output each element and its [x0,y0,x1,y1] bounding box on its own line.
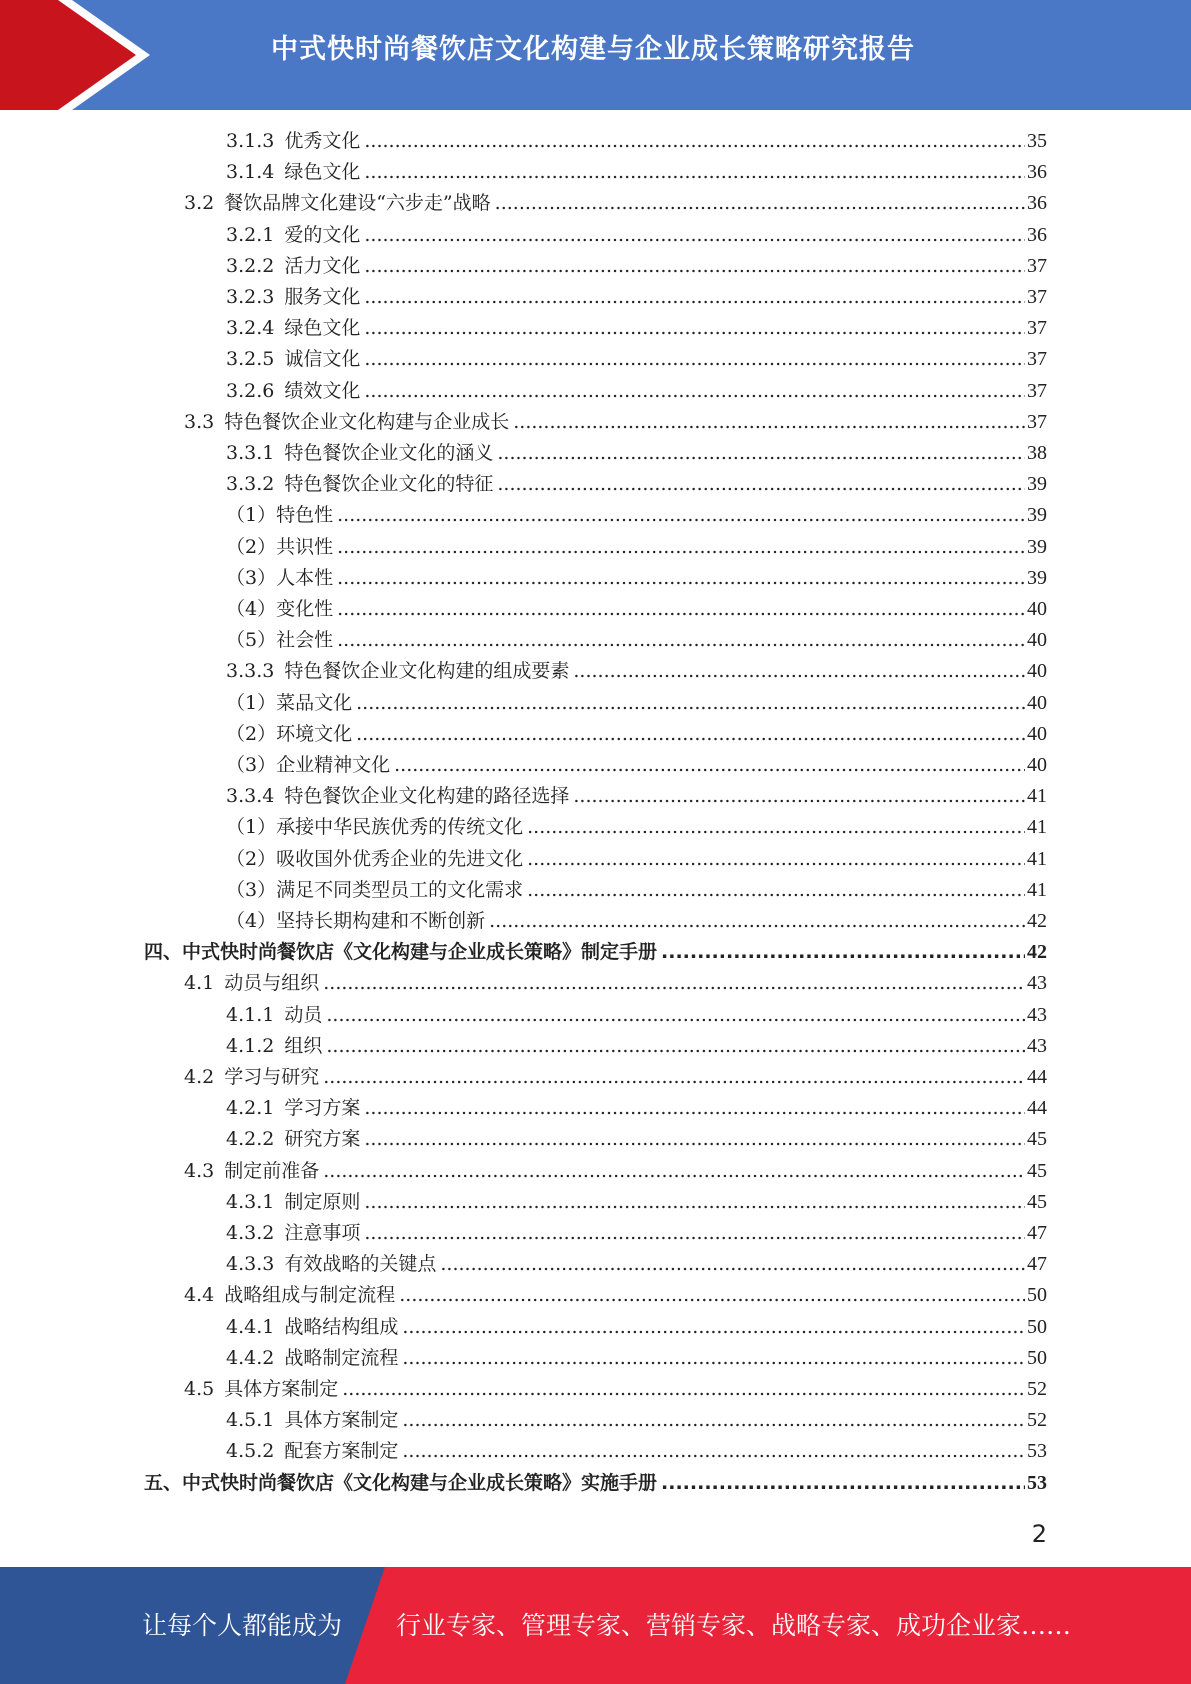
toc-entry-page: 53 [1027,1440,1047,1463]
toc-entry-page: 43 [1027,972,1047,995]
toc-entry-title: 活力文化 [284,254,361,277]
toc-entry-title: 有效战略的关键点 [284,1253,437,1276]
toc-entry-page: 37 [1027,317,1047,340]
toc-entry[interactable] [226,1405,1047,1436]
toc-entry-page: 44 [1027,1097,1047,1120]
toc-entry-page: 44 [1027,1066,1047,1088]
toc-dot-leader [513,411,1025,433]
toc-entry[interactable] [226,1093,1047,1124]
toc-entry-page: 36 [1027,161,1047,184]
toc-dot-leader [440,1253,1025,1275]
toc-dot-leader [364,224,1025,246]
toc-entry-number: 3.2.1 [226,223,275,246]
toc-entry-number: 4.2.2 [226,1128,275,1151]
toc-entry[interactable] [184,407,1047,438]
toc-entry-title: 制定原则 [284,1190,361,1213]
toc-dot-leader [394,754,1025,776]
toc-entry-number: 4.3.3 [226,1253,275,1276]
toc-entry[interactable] [226,625,1047,656]
toc-dot-leader [402,1347,1025,1369]
toc-entry[interactable] [226,688,1047,719]
toc-dot-leader [527,848,1025,870]
toc-dot-leader [573,660,1025,682]
toc-entry-title: 满足不同类型员工的文化需求 [276,878,524,901]
toc-entry-number: （3） [226,754,277,776]
toc-entry-number: 4.4.1 [226,1315,275,1338]
toc-entry-number: （1） [226,691,277,714]
toc-entry-page: 52 [1027,1378,1047,1400]
toc-entry-title: 企业精神文化 [276,754,391,776]
toc-dot-leader [337,567,1025,589]
toc-entry-title: 中式快时尚餐饮店《文化构建与企业成长策略》实施手册 [182,1471,658,1494]
toc-entry-title: 共识性 [276,535,334,558]
toc-entry[interactable] [226,812,1047,843]
toc-entry[interactable] [184,1156,1047,1187]
toc-entry-page: 40 [1027,722,1047,745]
toc-entry[interactable] [226,469,1047,500]
toc-dot-leader [527,816,1025,838]
toc-dot-leader [364,1222,1025,1244]
toc-entry-number: （2） [226,847,277,870]
toc-entry[interactable] [226,1436,1047,1467]
toc-entry[interactable] [226,1031,1047,1062]
toc-entry-number: 3.3 [184,410,215,433]
toc-entry-page: 39 [1027,566,1047,589]
toc-entry-page: 47 [1027,1253,1047,1276]
toc-entry[interactable] [226,750,1047,781]
toc-entry-title: 吸收国外优秀企业的先进文化 [276,847,524,870]
toc-entry-number: （2） [226,722,277,745]
toc-dot-leader [337,504,1025,526]
toc-entry-number: 3.3.3 [226,660,275,683]
toc-entry[interactable] [184,968,1047,999]
toc-entry-number: 3.2.6 [226,379,275,402]
toc-entry-number: 4.1.2 [226,1034,275,1057]
toc-entry-title: 人本性 [276,566,334,589]
toc-entry-page: 40 [1027,754,1047,776]
toc-entry-number: 3.3.1 [226,442,275,464]
toc-entry-title: 服务文化 [284,286,361,308]
toc-entry[interactable] [184,188,1047,219]
toc-entry-title: 特色餐饮企业文化的特征 [284,473,494,496]
toc-entry-title: 动员 [284,1003,323,1026]
toc-entry-number: 3.1.3 [226,130,275,152]
toc-entry-number: （3） [226,566,277,589]
toc-dot-leader [527,879,1025,901]
toc-entry-number: 4.3 [184,1159,215,1182]
toc-entry-page: 50 [1027,1284,1047,1307]
toc-dot-leader [495,192,1025,214]
toc-entry[interactable] [226,126,1047,157]
toc-dot-leader [326,1004,1025,1026]
toc-dot-leader [497,473,1025,495]
toc-entry-page: 50 [1027,1315,1047,1338]
toc-entry-page: 41 [1027,878,1047,901]
toc-entry-page: 39 [1027,535,1047,558]
toc-entry-number: 4.5 [184,1378,215,1400]
toc-dot-leader [364,1128,1025,1150]
toc-entry-page: 40 [1027,691,1047,714]
toc-entry-page: 41 [1027,847,1047,870]
toc-dot-leader [402,1440,1025,1462]
footer-tagline: 行业专家、管理专家、营销专家、战略专家、成功企业家…… [396,1611,1072,1640]
toc-entry-number: 4.1.1 [226,1003,275,1026]
toc-entry[interactable] [226,875,1047,906]
toc-entry-page: 42 [1027,910,1047,932]
toc-entry-page: 41 [1027,785,1047,808]
toc-entry[interactable] [226,719,1047,750]
toc-dot-leader [364,130,1025,152]
toc-entry-title: 特色性 [276,504,334,527]
toc-entry-title: 特色餐饮企业文化的涵义 [284,442,494,464]
toc-entry-number: 3.1.4 [226,161,275,184]
toc-entry-title: 研究方案 [284,1128,361,1151]
toc-entry-title: 绿色文化 [284,161,361,184]
toc-entry-title: 诚信文化 [284,348,361,371]
toc-entry[interactable] [226,438,1047,469]
toc-entry-number: （1） [226,504,277,527]
toc-entry-page: 41 [1027,816,1047,839]
toc-entry-number: （4） [226,598,277,620]
toc-dot-leader [661,941,1025,963]
toc-entry-number: 五、 [144,1471,183,1494]
toc-entry[interactable] [226,656,1047,687]
toc-dot-leader [337,598,1025,620]
toc-entry-number: 四、 [144,941,183,964]
toc-entry-title: 制定前准备 [224,1159,320,1182]
toc-dot-leader [364,286,1025,308]
toc-entry[interactable] [184,1062,1047,1093]
toc-dot-leader [364,1191,1025,1213]
toc-dot-leader [364,1097,1025,1119]
toc-entry-title: 配套方案制定 [284,1440,399,1463]
toc-chapter-entry[interactable] [144,1468,1047,1499]
toc-entry[interactable] [226,500,1047,531]
toc-entry[interactable] [226,1343,1047,1374]
toc-entry-number: 4.5.2 [226,1440,275,1463]
toc-entry-page: 37 [1027,254,1047,277]
footer-slogan: 让每个人都能成为 [142,1611,343,1640]
toc-entry-title: 中式快时尚餐饮店《文化构建与企业成长策略》制定手册 [182,941,658,964]
toc-dot-leader [364,348,1025,370]
toc-entry-page: 37 [1027,410,1047,433]
toc-entry-title: 特色餐饮企业文化构建的路径选择 [284,785,570,808]
toc-entry-page: 40 [1027,598,1047,620]
toc-entry-number: 3.2.5 [226,348,275,371]
toc-entry-title: 战略制定流程 [284,1346,399,1369]
toc-entry-number: 4.3.2 [226,1222,275,1244]
toc-entry[interactable] [226,532,1047,563]
document-title: 中式快时尚餐饮店文化构建与企业成长策略研究报告 [271,34,915,65]
toc-entry-title: 菜品文化 [276,691,353,714]
toc-entry-page: 40 [1027,629,1047,652]
toc-entry-number: （3） [226,878,277,901]
toc-entry-page: 36 [1027,223,1047,246]
page-footer [0,1567,1191,1684]
toc-entry-number: 3.2.2 [226,254,275,277]
toc-entry-title: 变化性 [276,598,334,620]
toc-dot-leader [323,972,1025,994]
toc-entry-number: 4.5.1 [226,1409,275,1432]
toc-dot-leader [356,723,1025,745]
toc-dot-leader [364,255,1025,277]
toc-entry[interactable] [226,1000,1047,1031]
toc-entry-number: 4.2.1 [226,1097,275,1120]
toc-entry-title: 餐饮品牌文化建设“六步走”战略 [224,192,491,215]
toc-entry-number: 3.2 [184,192,215,215]
toc-dot-leader [326,1035,1025,1057]
toc-entry-page: 37 [1027,348,1047,371]
toc-entry-page: 38 [1027,442,1047,464]
toc-entry-number: 4.2 [184,1066,215,1088]
toc-entry-number: 3.3.2 [226,473,275,496]
toc-dot-leader [323,1066,1025,1088]
toc-entry-page: 43 [1027,1034,1047,1057]
toc-entry-page: 37 [1027,286,1047,308]
toc-entry-title: 绩效文化 [284,379,361,402]
toc-dot-leader [337,536,1025,558]
toc-entry-number: 4.1 [184,972,215,995]
toc-entry-title: 承接中华民族优秀的传统文化 [276,816,524,839]
toc-entry-title: 优秀文化 [284,130,361,152]
toc-entry-page: 42 [1027,941,1047,964]
page-number: 2 [1031,1520,1047,1548]
toc-entry[interactable] [226,376,1047,407]
toc-entry-page: 52 [1027,1409,1047,1432]
toc-entry-number: 4.4.2 [226,1346,275,1369]
toc-entry-title: 特色餐饮企业文化构建与企业成长 [224,410,510,433]
toc-dot-leader [497,442,1025,464]
toc-entry-page: 45 [1027,1190,1047,1213]
toc-entry-page: 43 [1027,1003,1047,1026]
toc-entry-page: 37 [1027,379,1047,402]
toc-entry-number: 4.3.1 [226,1190,275,1213]
toc-entry[interactable] [226,594,1047,625]
toc-entry[interactable] [226,1249,1047,1280]
toc-entry-title: 学习方案 [284,1097,361,1120]
toc-entry-title: 爱的文化 [284,223,361,246]
page-header [0,0,1191,110]
toc-entry-number: 3.2.4 [226,317,275,340]
toc-entry-number: （1） [226,816,277,839]
toc-entry-title: 社会性 [276,629,334,652]
toc-entry[interactable] [226,844,1047,875]
toc-entry[interactable] [226,313,1047,344]
toc-entry-title: 战略结构组成 [284,1315,399,1338]
toc-entry-title: 动员与组织 [224,972,320,995]
toc-entry-number: 4.4 [184,1284,215,1307]
toc-entry-title: 战略组成与制定流程 [224,1284,396,1307]
toc-entry-title: 特色餐饮企业文化构建的组成要素 [284,660,570,683]
toc-entry-page: 35 [1027,130,1047,152]
toc-entry[interactable] [184,1374,1047,1405]
toc-entry[interactable] [226,1218,1047,1249]
toc-dot-leader [402,1409,1025,1431]
toc-entry-page: 36 [1027,192,1047,215]
toc-entry[interactable] [226,563,1047,594]
toc-dot-leader [356,692,1025,714]
toc-entry-page: 53 [1027,1471,1047,1494]
toc-entry-number: 3.2.3 [226,286,275,308]
toc-entry[interactable] [226,251,1047,282]
toc-entry-page: 47 [1027,1222,1047,1244]
toc-entry[interactable] [226,906,1047,937]
toc-entry-page: 40 [1027,660,1047,683]
toc-entry[interactable] [226,220,1047,251]
toc-entry-title: 具体方案制定 [224,1378,339,1400]
toc-chapter-entry[interactable] [144,937,1047,968]
toc-dot-leader [489,910,1025,932]
toc-entry[interactable] [226,781,1047,812]
toc-dot-leader [573,785,1025,807]
toc-entry-title: 组织 [284,1034,323,1057]
toc-entry-title: 绿色文化 [284,317,361,340]
toc-entry-title: 注意事项 [284,1222,361,1244]
toc-entry[interactable] [226,344,1047,375]
toc-entry[interactable] [226,282,1047,313]
toc-entry-page: 45 [1027,1159,1047,1182]
toc-entry-title: 具体方案制定 [284,1409,399,1432]
toc-dot-leader [364,317,1025,339]
toc-dot-leader [364,161,1025,183]
toc-entry-number: （4） [226,910,277,932]
toc-dot-leader [399,1284,1025,1306]
toc-dot-leader [337,629,1025,651]
toc-dot-leader [661,1472,1025,1494]
toc-entry-page: 45 [1027,1128,1047,1151]
toc-entry[interactable] [184,1280,1047,1311]
toc-dot-leader [402,1316,1025,1338]
toc-entry[interactable] [226,157,1047,188]
toc-dot-leader [342,1378,1025,1400]
toc-entry-title: 环境文化 [276,722,353,745]
toc-dot-leader [364,380,1025,402]
toc-entry-page: 39 [1027,504,1047,527]
toc-entry-title: 学习与研究 [224,1066,320,1088]
toc-entry-title: 坚持长期构建和不断创新 [276,910,486,932]
toc-entry-number: 3.3.4 [226,785,275,808]
toc-entry[interactable] [226,1124,1047,1155]
toc-entry-number: （2） [226,535,277,558]
toc-entry[interactable] [226,1312,1047,1343]
toc-entry[interactable] [226,1187,1047,1218]
toc-entry-number: （5） [226,629,277,652]
toc-dot-leader [323,1160,1025,1182]
toc-entry-page: 50 [1027,1346,1047,1369]
toc-entry-page: 39 [1027,473,1047,496]
